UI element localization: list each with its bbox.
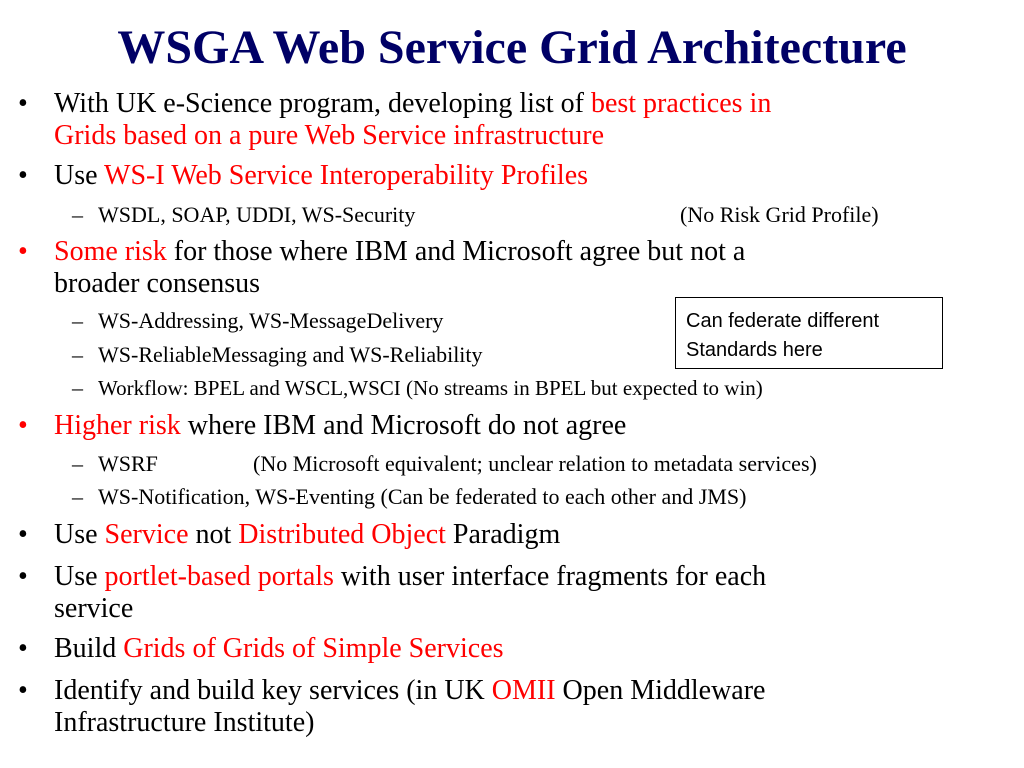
bullet-text: service [54,593,134,624]
bullet-dot: • [18,561,28,592]
bullet-text: for those where IBM and Microsoft agree but not a [166,236,746,267]
callout-box [675,297,943,369]
sub-bullet-text: WSRF [98,451,158,476]
highlight-text: Some risk [54,236,167,267]
bullet-dot: • [18,88,28,119]
sub-bullet-dash: – [72,484,83,509]
sub-bullet-text: WS-Addressing, WS-MessageDelivery [98,308,444,333]
sub-bullet-text: Workflow: BPEL and WSCL,WSCI (No streams in BPEL but expected to win) [98,376,763,400]
sub-bullet-dash: – [72,202,83,227]
bullet-text-line [54,236,745,268]
sub-bullet-dash: – [72,375,83,400]
sub-bullet-text: WS-Notification, WS-Eventing (Can be federated to each other and JMS) [98,484,747,509]
bullet-text-line [54,88,771,120]
bullet-text-line [54,633,504,665]
highlight-text: Grids of Grids of Simple Services [123,633,504,664]
highlight-text: WS-I Web Service Interoperability Profiles [104,160,589,191]
sub-bullet-dash: – [72,342,83,367]
bullet-text: Build [54,633,124,664]
bullet-text: Use [54,160,105,191]
bullet-text: not [188,519,239,550]
bullet-text: Identify and build key services (in UK [54,675,492,706]
bullet-text: broader consensus [54,268,261,299]
sub-bullet-note: (No Microsoft equivalent; unclear relation to metadata services) [253,451,817,476]
bullet-text-line [54,410,626,442]
sub-bullet-dash: – [72,451,83,476]
bullet-text: Use [54,561,105,592]
slide-title: WSGA Web Service Grid Architecture [117,21,907,74]
sub-bullet-dash: – [72,308,83,333]
sub-bullet-text: WSDL, SOAP, UDDI, WS-Security [98,202,416,227]
bullet-dot: • [18,236,28,267]
callout-line: Can federate different [686,310,880,332]
bullet-dot: • [18,519,28,550]
bullet-text-line [54,519,560,551]
bullet-text-line [54,160,588,192]
sub-bullet-note: (No Risk Grid Profile) [680,202,879,227]
bullet-text: where IBM and Microsoft do not agree [180,410,627,441]
highlight-text: Grids based on a pure Web Service infrastructure [54,120,605,151]
sub-bullet-text: WS-ReliableMessaging and WS-Reliability [98,342,483,367]
bullet-dot: • [18,160,28,191]
bullet-dot: • [18,675,28,706]
highlight-text: portlet-based portals [104,561,334,592]
bullet-dot: • [18,410,28,441]
callout-line: Standards here [686,339,823,361]
bullet-text: Infrastructure Institute) [54,707,315,738]
bullet-text-line [54,561,766,593]
highlight-text: OMII [491,675,556,706]
highlight-text: Service [104,519,189,550]
bullet-text-line [54,675,765,707]
bullet-dot: • [18,633,28,664]
bullet-text: Open Middleware [555,675,766,706]
bullet-text: with user interface fragments for each [333,561,767,592]
highlight-text: best practices in [590,88,772,119]
bullet-text: With UK e-Science program, developing list of [54,88,591,119]
highlight-text: Distributed Object [238,519,446,550]
bullet-text: Paradigm [445,519,561,550]
highlight-text: Higher risk [54,410,181,441]
bullet-text: Use [54,519,105,550]
